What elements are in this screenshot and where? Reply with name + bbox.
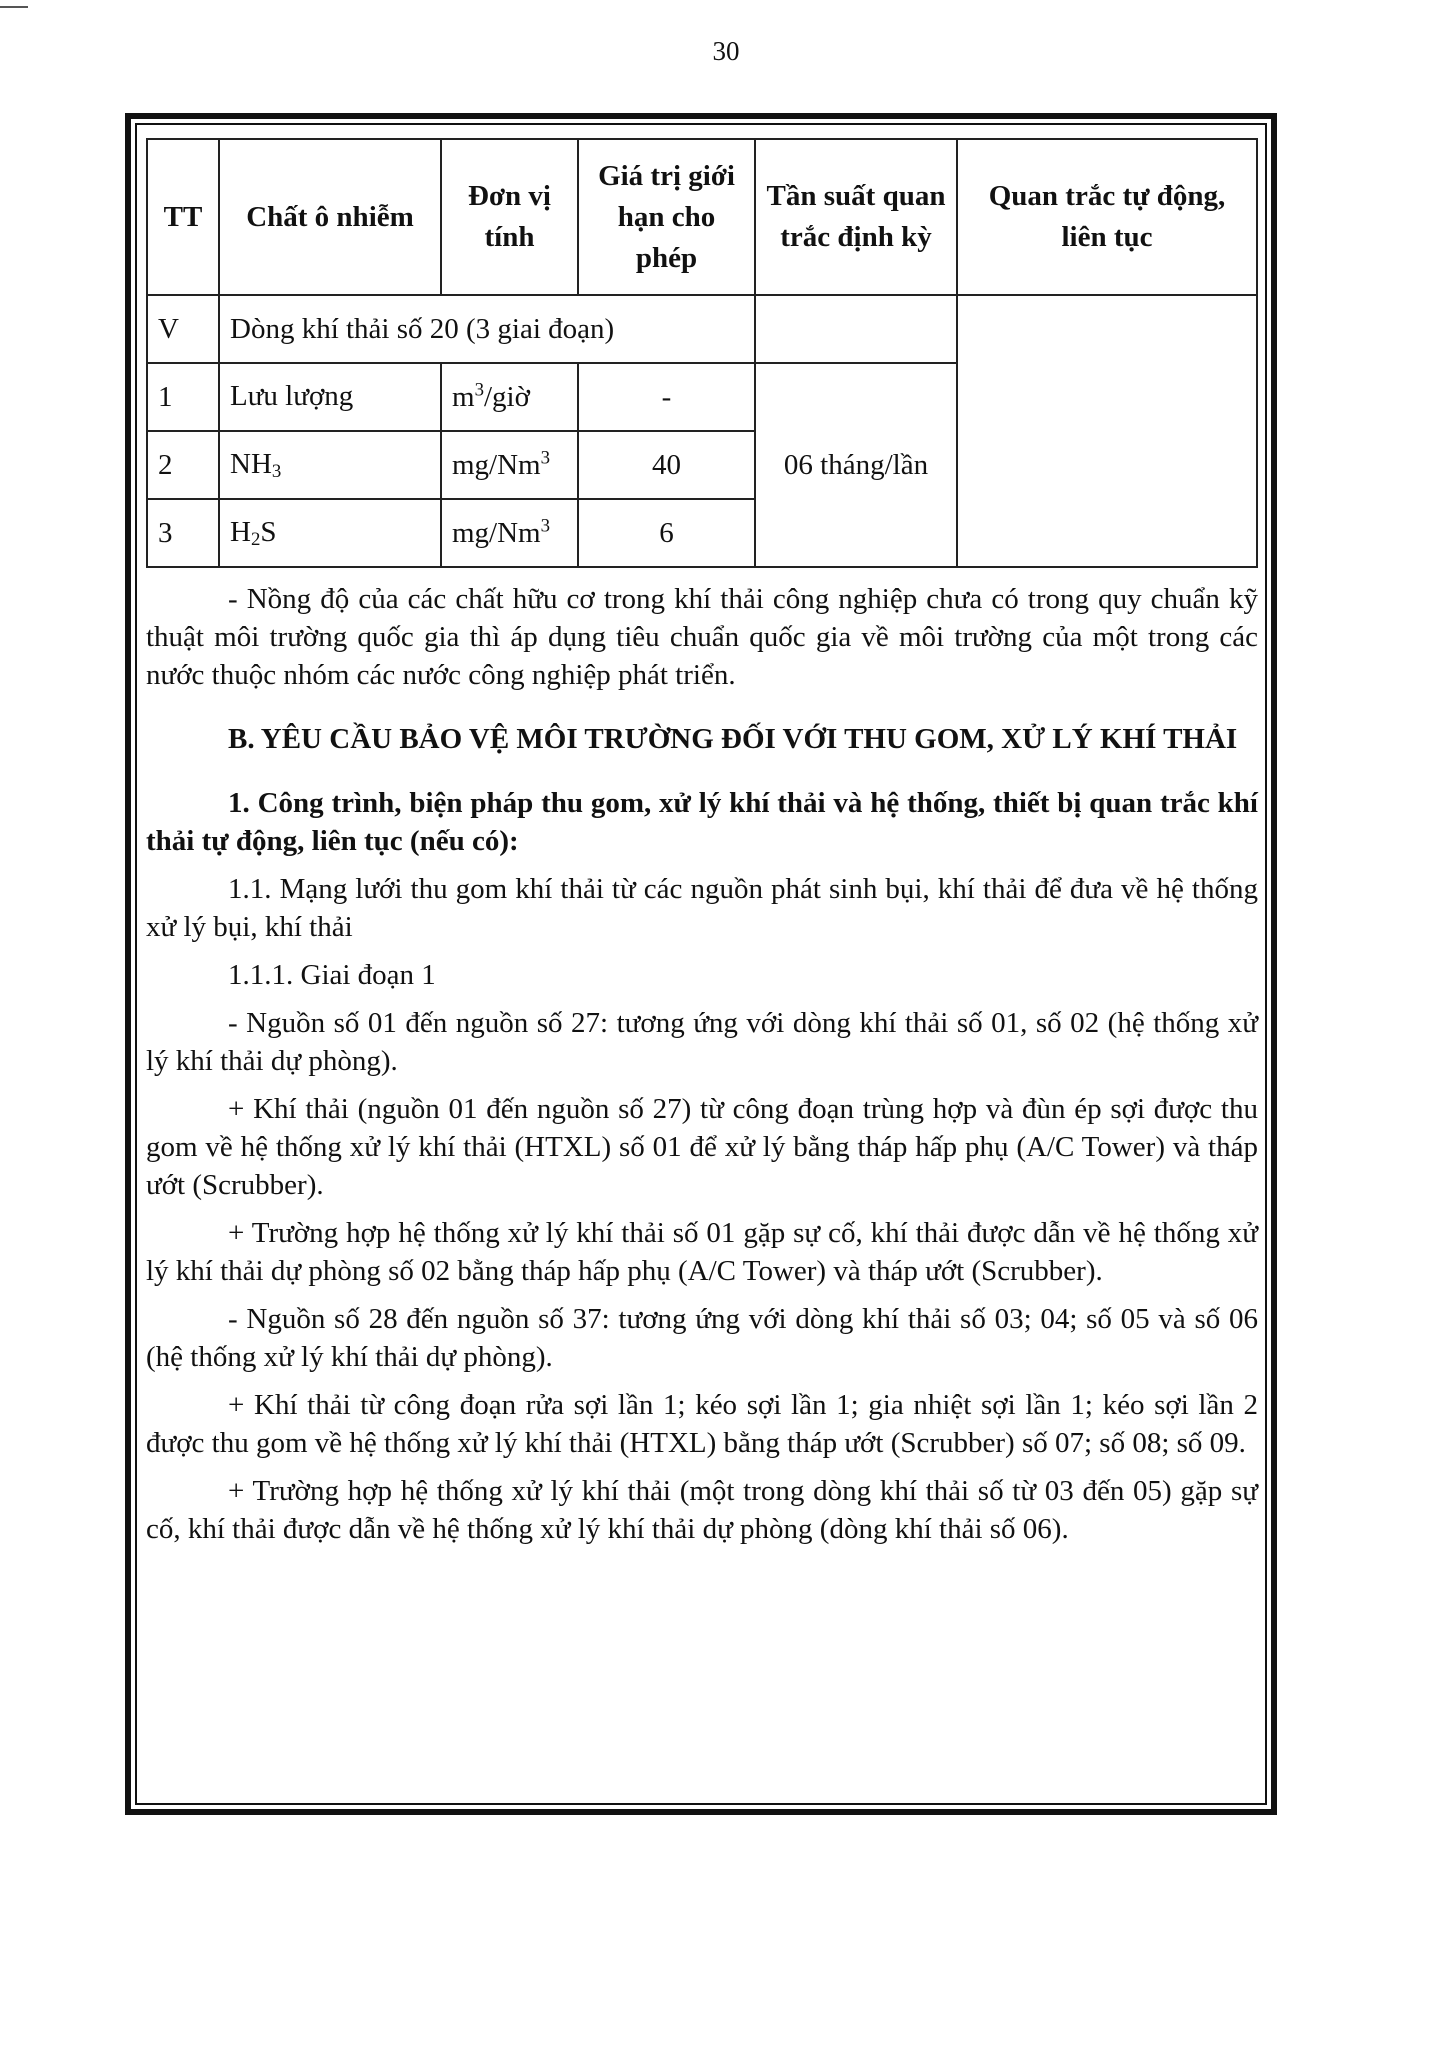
pollutant-subscript: 3 bbox=[271, 460, 282, 482]
row-unit bbox=[441, 363, 578, 431]
row-tt: 3 bbox=[147, 499, 219, 567]
row-limit-value: 6 bbox=[578, 499, 755, 567]
header-tt: TT bbox=[147, 139, 219, 295]
page-content bbox=[146, 138, 1258, 1548]
paragraph: - Nguồn số 01 đến nguồn số 27: tương ứng với dòng khí thải số 01, số 02 (hệ thống xử lý khí thải dự phòng). bbox=[146, 1007, 1258, 1077]
header-limit: Giá trị giới hạn cho phép bbox=[578, 139, 755, 295]
row-limit-value: - bbox=[578, 363, 755, 431]
auto-monitoring-cell bbox=[957, 295, 1257, 567]
pollutant-name: NH bbox=[230, 447, 272, 480]
table-section-row bbox=[147, 295, 1257, 363]
unit-superscript: 3 bbox=[540, 447, 551, 469]
paragraph: + Khí thải (nguồn 01 đến nguồn số 27) từ công đoạn trùng hợp và đùn ép sợi được thu gom về hệ thống xử lý khí thải (HTXL) số 01 để xử lý bằng tháp hấp phụ (A/C Tower) và tháp ướt (Scrubber). bbox=[146, 1093, 1258, 1201]
row-limit-value: 40 bbox=[578, 431, 755, 499]
header-frequency: Tần suất quan trắc định kỳ bbox=[755, 139, 957, 295]
section-b-title: B. YÊU CẦU BẢO VỆ MÔI TRƯỜNG ĐỐI VỚI THU GOM, XỬ LÝ KHÍ THẢI bbox=[228, 723, 1238, 755]
row-pollutant bbox=[219, 499, 441, 567]
section-frequency-empty bbox=[755, 295, 957, 363]
unit-base: m bbox=[452, 380, 475, 413]
unit-base: mg/Nm bbox=[452, 516, 541, 549]
unit-tail: /giờ bbox=[483, 380, 530, 413]
emission-limits-table bbox=[146, 138, 1258, 568]
row-unit bbox=[441, 431, 578, 499]
unit-base: mg/Nm bbox=[452, 448, 541, 481]
scan-corner-mark bbox=[0, 6, 28, 8]
header-pollutant: Chất ô nhiễm bbox=[219, 139, 441, 295]
heading-1: 1. Công trình, biện pháp thu gom, xử lý khí thải và hệ thống, thiết bị quan trắc khí thải tự động, liên tục (nếu có): bbox=[146, 787, 1258, 857]
header-auto-monitoring: Quan trắc tự động, liên tục bbox=[957, 139, 1257, 295]
row-tt: 1 bbox=[147, 363, 219, 431]
heading-1-1-1: 1.1.1. Giai đoạn 1 bbox=[228, 959, 436, 991]
row-pollutant bbox=[219, 363, 441, 431]
unit-superscript: 3 bbox=[540, 515, 551, 537]
table-header-row bbox=[147, 139, 1257, 295]
paragraph: + Trường hợp hệ thống xử lý khí thải số 01 gặp sự cố, khí thải được dẫn về hệ thống xử lý khí thải dự phòng số 02 bằng tháp hấp phụ (A/C Tower) và tháp ướt (Scrubber). bbox=[146, 1217, 1258, 1287]
section-tt: V bbox=[147, 295, 219, 363]
note-paragraph: - Nồng độ của các chất hữu cơ trong khí thải công nghiệp chưa có trong quy chuẩn kỹ thuật môi trường quốc gia thì áp dụng tiêu chuẩn quốc gia về môi trường của một trong các nước thuộc nhóm các nước công nghiệp phát triển. bbox=[146, 583, 1258, 691]
paragraph: - Nguồn số 28 đến nguồn số 37: tương ứng với dòng khí thải số 03; 04; số 05 và số 06 (hệ thống xử lý khí thải dự phòng). bbox=[146, 1303, 1258, 1373]
header-unit: Đơn vị tính bbox=[441, 139, 578, 295]
paragraph: + Khí thải từ công đoạn rửa sợi lần 1; kéo sợi lần 1; gia nhiệt sợi lần 1; kéo sợi lần 2 được thu gom về hệ thống xử lý khí thải (HTXL) bằng tháp ướt (Scrubber) số 07; số 08; số 09. bbox=[146, 1389, 1258, 1459]
document-body bbox=[146, 580, 1258, 1548]
heading-1-1: 1.1. Mạng lưới thu gom khí thải từ các nguồn phát sinh bụi, khí thải để đưa về hệ thống xử lý bụi, khí thải bbox=[146, 873, 1258, 943]
section-title: Dòng khí thải số 20 (3 giai đoạn) bbox=[219, 295, 755, 363]
paragraph: + Trường hợp hệ thống xử lý khí thải (một trong dòng khí thải số từ 03 đến 05) gặp sự cố, khí thải được dẫn về hệ thống xử lý khí thải dự phòng (dòng khí thải số 06). bbox=[146, 1475, 1258, 1545]
pollutant-name: Lưu lượng bbox=[230, 379, 354, 412]
pollutant-subscript: 2 bbox=[250, 528, 261, 550]
frequency-cell: 06 tháng/lần bbox=[755, 363, 957, 567]
row-pollutant bbox=[219, 431, 441, 499]
pollutant-name: H bbox=[230, 515, 251, 548]
row-unit bbox=[441, 499, 578, 567]
page-number: 30 bbox=[712, 36, 740, 66]
pollutant-name-tail: S bbox=[260, 515, 277, 548]
row-tt: 2 bbox=[147, 431, 219, 499]
unit-superscript: 3 bbox=[474, 379, 484, 401]
